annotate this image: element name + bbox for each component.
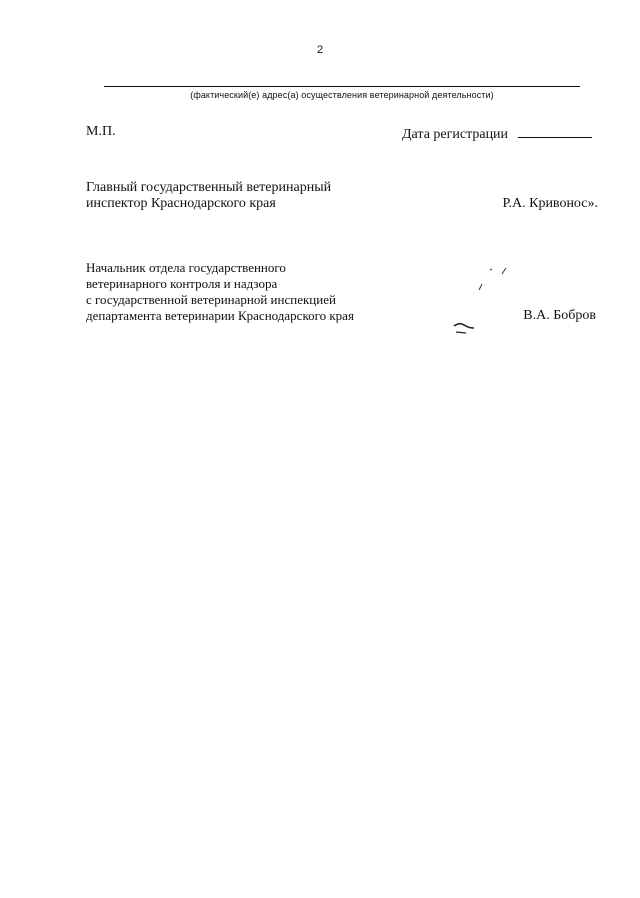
signatory-2-title-line: с государственной ветеринарной инспекцией (86, 292, 336, 307)
signatory-1-title-line: Главный государственный ветеринарный (86, 180, 332, 195)
address-caption: (фактический(е) адрес(а) осуществления ветеринарной деятельности) (190, 90, 494, 100)
signatory-1-name: Р.А. Кривонос». (502, 196, 598, 211)
signature-mark (446, 262, 526, 342)
registration-date-label: Дата регистрации (402, 127, 509, 142)
signatory-1-title (86, 180, 331, 212)
address-line (104, 86, 580, 87)
signatory-2-title (86, 260, 354, 324)
signatory-1-title-line: инспектор Краснодарского края (86, 196, 276, 211)
stamp-label: М.П. (86, 124, 116, 139)
signatory-2-title-line: департамента ветеринарии Краснодарского края (86, 308, 354, 323)
registration-date (402, 124, 592, 143)
signatory-2-title-line: Начальник отдела государственного (86, 260, 286, 275)
page-number: 2 (316, 44, 324, 56)
registration-date-blank (518, 124, 592, 138)
signatory-2-title-line: ветеринарного контроля и надзора (86, 276, 278, 291)
signatory-2-name: В.А. Бобров (523, 308, 596, 323)
